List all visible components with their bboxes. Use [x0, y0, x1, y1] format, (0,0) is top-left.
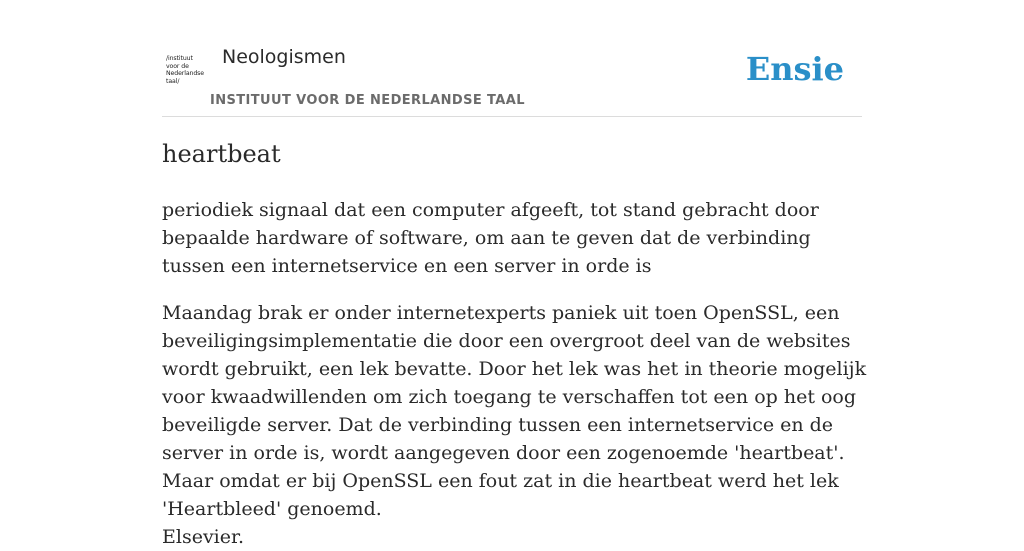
ensie-brand-link[interactable]: Ensie [745, 50, 844, 88]
entry-content [162, 136, 867, 551]
entry-quote: Maandag brak er onder internetexperts paniek uit toen OpenSSL, een beveiligingsimplementatie die door een overgroot deel van de websites wordt gebruikt, een lek bevatte. Door het lek was het in theorie mogelijk voor kwaadwillenden om zich toegang te verschaffen tot een op het oog beveiligde server. Dat de verbinding tussen een internetservice en de server in orde is, wordt aangegeven door een zogenoemde 'heartbeat'. Maar omdat er bij OpenSSL een fout zat in die heartbeat werd het lek 'Heartbleed' genoemd. [162, 302, 867, 520]
ivdnt-logo[interactable] [166, 55, 208, 89]
header [162, 40, 862, 117]
entry-source: Elsevier. [162, 526, 245, 548]
logo-line: Nederlandse [166, 70, 205, 78]
logo-line: voor de [166, 62, 189, 70]
entry-term: heartbeat [162, 140, 281, 168]
site-name-link[interactable]: Neologismen [222, 46, 346, 68]
site-subtitle: INSTITUUT VOOR DE NEDERLANDSE TAAL [210, 93, 525, 108]
entry-definition: periodiek signaal dat een computer afgeeft, tot stand gebracht door bepaalde hardware of software, om aan te geven dat de verbinding tussen een internetservice en een server in orde is [162, 199, 819, 277]
logo-line: /instituut [166, 55, 193, 62]
logo-line: taal/ [166, 77, 180, 85]
